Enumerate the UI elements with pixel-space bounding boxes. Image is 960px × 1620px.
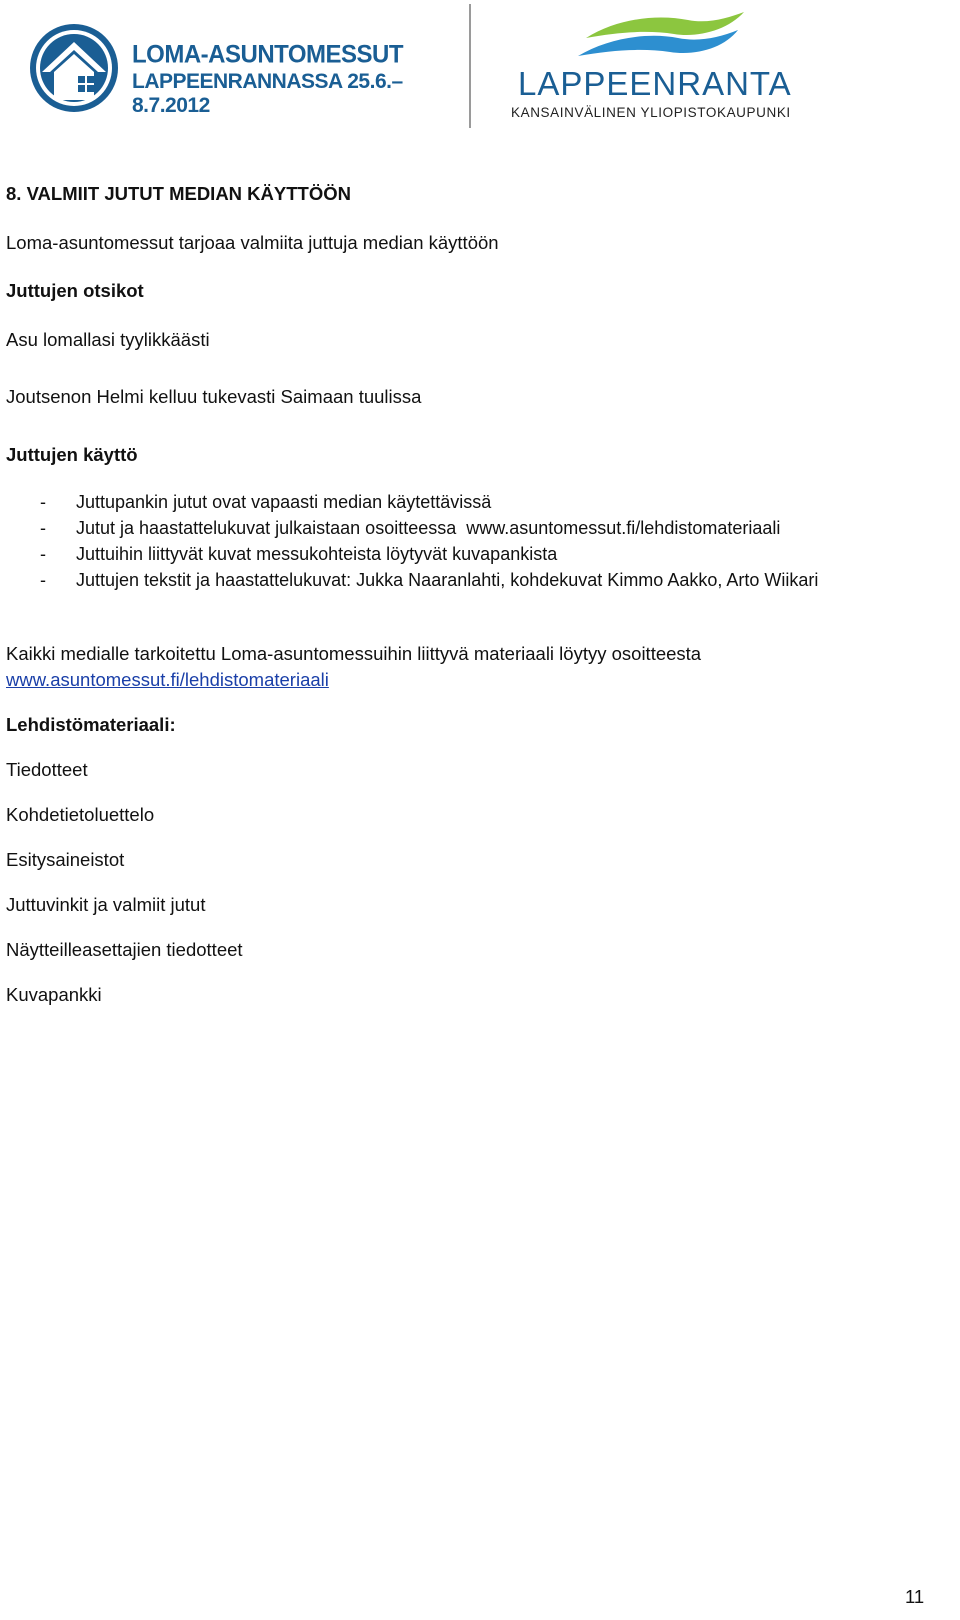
logo-right-tagline: KANSAINVÄLINEN YLIOPISTOKAUPUNKI bbox=[511, 105, 791, 120]
usage-list-item bbox=[40, 491, 491, 513]
lappeenranta-logo bbox=[500, 8, 810, 126]
story-title: Joutsenon Helmi kelluu tukevasti Saimaan tuulissa bbox=[6, 386, 422, 407]
usage-heading: Juttujen käyttö bbox=[6, 444, 138, 465]
press-item: Kuvapankki bbox=[6, 984, 102, 1005]
press-item: Juttuvinkit ja valmiit jutut bbox=[6, 894, 206, 915]
story-title: Asu lomallasi tyylikkäästi bbox=[6, 329, 210, 350]
usage-item-text: Juttupankin jutut ovat vapaasti median käytettävissä bbox=[76, 492, 492, 512]
usage-list-item bbox=[40, 543, 557, 565]
press-item: Esitysaineistot bbox=[6, 849, 125, 870]
usage-item-text: Juttujen tekstit ja haastattelukuvat: Jukka Naaranlahti, kohdekuvat Kimmo Aakko, Arto Wiikari bbox=[76, 570, 819, 590]
section-heading: 8. VALMIIT JUTUT MEDIAN KÄYTTÖÖN bbox=[6, 183, 351, 204]
loma-asuntomessut-logo bbox=[28, 22, 438, 117]
page-number: 11 bbox=[905, 1586, 925, 1607]
all-material-text: Kaikki medialle tarkoitettu Loma-asuntomessuihin liittyvä materiaali löytyy osoitteesta bbox=[6, 643, 702, 664]
intro-text: Loma-asuntomessut tarjoaa valmiita juttuja median käyttöön bbox=[6, 232, 499, 253]
logo-right-name: LAPPEENRANTA bbox=[518, 65, 792, 102]
logo-left-line1: LOMA-ASUNTOMESSUT bbox=[132, 40, 404, 69]
house-circle-icon bbox=[28, 22, 120, 114]
press-material-link[interactable]: www.asuntomessut.fi/lehdistomateriaali bbox=[6, 669, 329, 690]
press-item: Näytteilleasettajien tiedotteet bbox=[6, 939, 243, 960]
wave-logo-icon bbox=[578, 8, 748, 68]
bullet-dash: - bbox=[40, 570, 46, 590]
usage-list-item bbox=[40, 569, 818, 591]
usage-item-text: Jutut ja haastattelukuvat julkaistaan osoitteessa www.asuntomessut.fi/lehdistomateriaali bbox=[76, 518, 781, 538]
header-divider bbox=[469, 4, 471, 128]
press-heading: Lehdistömateriaali: bbox=[6, 714, 176, 735]
titles-heading: Juttujen otsikot bbox=[6, 280, 144, 301]
press-item: Kohdetietoluettelo bbox=[6, 804, 155, 825]
usage-item-text: Juttuihin liittyvät kuvat messukohteista löytyvät kuvapankista bbox=[76, 544, 558, 564]
bullet-dash: - bbox=[40, 544, 46, 564]
press-item: Tiedotteet bbox=[6, 759, 88, 780]
usage-list-item bbox=[40, 517, 780, 539]
bullet-dash: - bbox=[40, 518, 46, 538]
logo-left-line2: LAPPEENRANNASSA 25.6.–8.7.2012 bbox=[132, 70, 403, 117]
bullet-dash: - bbox=[40, 492, 46, 512]
